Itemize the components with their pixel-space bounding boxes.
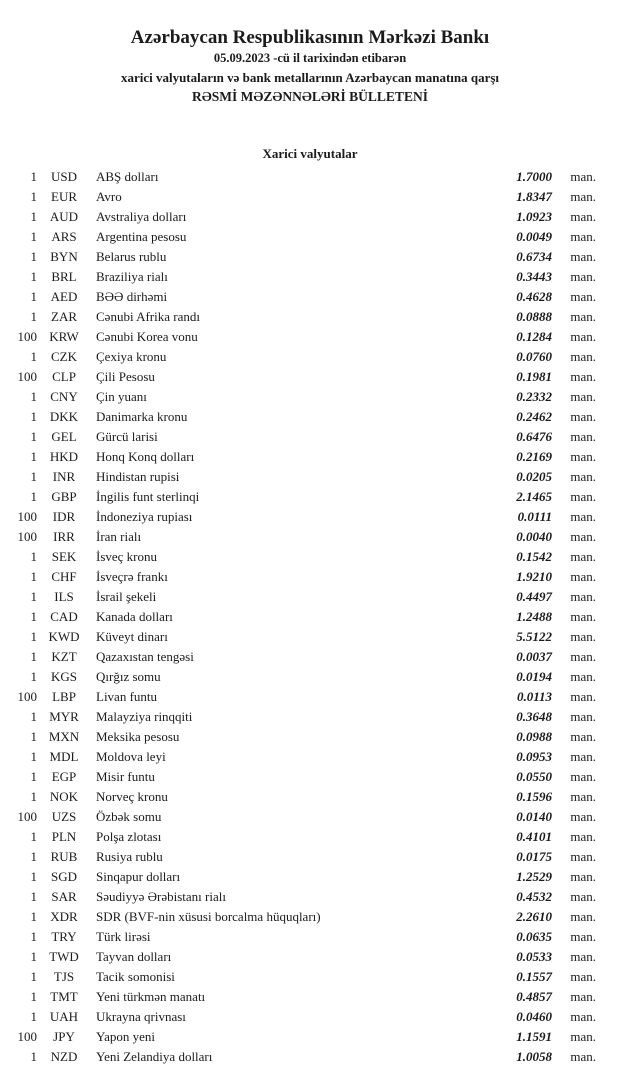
rate-value-cell: 0.0111 (517, 509, 552, 524)
currency-name-cell: İran rialı (96, 529, 142, 544)
rate-value-cell: 0.1542 (516, 549, 552, 564)
currency-name-cell: Tacik somonisi (96, 969, 175, 984)
quantity-cell: 1 (30, 669, 37, 684)
currency-code-cell: NZD (50, 1049, 78, 1064)
table-row (0, 527, 596, 547)
rate-value-cell: 0.0040 (516, 529, 552, 544)
table-row (0, 847, 596, 867)
currency-name-cell: Yapon yeni (96, 1029, 155, 1044)
rate-value-cell: 0.0550 (516, 769, 552, 784)
unit-label-cell: man. (570, 769, 596, 784)
unit-label-cell: man. (570, 709, 596, 724)
currency-code-cell: AED (50, 289, 78, 304)
currency-code-cell: IDR (52, 509, 76, 524)
unit-label-cell: man. (570, 989, 596, 1004)
table-row (0, 947, 596, 967)
quantity-cell: 1 (30, 949, 37, 964)
rate-value-cell: 0.0140 (516, 809, 552, 824)
rate-value-cell: 0.0194 (516, 669, 552, 684)
currency-name-cell: Çili Pesosu (96, 369, 155, 384)
currency-code-cell: INR (52, 469, 76, 484)
rate-value-cell: 0.0953 (516, 749, 552, 764)
quantity-cell: 1 (30, 869, 37, 884)
unit-label-cell: man. (570, 949, 596, 964)
unit-label-cell: man. (570, 509, 596, 524)
currency-name-cell: Ukrayna qrivnası (96, 1009, 186, 1024)
rate-value-cell: 0.0460 (516, 1009, 552, 1024)
quantity-cell: 100 (17, 689, 37, 704)
currency-code-cell: AUD (49, 209, 79, 224)
currency-code-cell: EGP (51, 769, 77, 784)
rate-value-cell: 0.4497 (516, 589, 552, 604)
table-row (0, 1047, 596, 1067)
quantity-cell: 1 (30, 729, 37, 744)
currency-code-cell: MXN (48, 729, 80, 744)
unit-label-cell: man. (570, 809, 596, 824)
currency-code-cell: CZK (51, 349, 77, 364)
rate-value-cell: 1.7000 (516, 169, 552, 184)
table-row (0, 667, 596, 687)
rate-value-cell: 1.9210 (516, 569, 552, 584)
currency-code-cell: TMT (50, 989, 78, 1004)
currency-name-cell: Cənubi Afrika randı (96, 309, 200, 324)
quantity-cell: 100 (17, 529, 37, 544)
currency-name-cell: Malayziya rinqqiti (96, 709, 193, 724)
currency-code-cell: SAR (51, 889, 77, 904)
currency-name-cell: Danimarka kronu (96, 409, 188, 424)
rate-value-cell: 0.0113 (516, 689, 552, 704)
currency-name-cell: Cənubi Korea vonu (96, 329, 198, 344)
currency-code-cell: CLP (52, 369, 76, 384)
quantity-cell: 1 (30, 909, 37, 924)
table-row (0, 807, 596, 827)
currency-name-cell: Misir funtu (96, 769, 155, 784)
rate-value-cell: 1.0923 (516, 209, 552, 224)
currency-code-cell: LBP (52, 689, 76, 704)
unit-label-cell: man. (570, 469, 596, 484)
quantity-cell: 1 (30, 829, 37, 844)
currency-name-cell: Meksika pesosu (96, 729, 180, 744)
rate-value-cell: 5.5122 (516, 629, 552, 644)
unit-label-cell: man. (570, 529, 596, 544)
rate-value-cell: 0.2169 (516, 449, 552, 464)
currency-code-cell: CAD (50, 609, 78, 624)
currency-code-cell: TJS (53, 969, 75, 984)
currency-code-cell: ARS (51, 229, 77, 244)
table-row (0, 587, 596, 607)
currency-code-cell: KZT (51, 649, 77, 664)
table-row (0, 727, 596, 747)
unit-label-cell: man. (570, 289, 596, 304)
unit-label-cell: man. (570, 229, 596, 244)
bank-name-title: Azərbaycan Respublikasının Mərkəzi Bankı (130, 27, 490, 48)
unit-label-cell: man. (570, 569, 596, 584)
currency-name-cell: Kanada dolları (96, 609, 173, 624)
currency-name-cell: Moldova leyi (96, 749, 166, 764)
currency-name-cell: Türk lirəsi (96, 929, 151, 944)
rate-value-cell: 0.0988 (516, 729, 552, 744)
unit-label-cell: man. (570, 549, 596, 564)
unit-label-cell: man. (570, 649, 596, 664)
currency-code-cell: TRY (51, 929, 77, 944)
currency-name-cell: Qırğız somu (96, 669, 161, 684)
rate-value-cell: 0.6734 (516, 249, 552, 264)
rate-value-cell: 1.2529 (516, 869, 552, 884)
unit-label-cell: man. (570, 389, 596, 404)
rate-value-cell: 0.0635 (516, 929, 552, 944)
currency-code-cell: UZS (51, 809, 77, 824)
table-row (0, 767, 596, 787)
currency-code-cell: EUR (51, 189, 77, 204)
table-row (0, 607, 596, 627)
quantity-cell: 1 (30, 389, 37, 404)
rate-value-cell: 1.2488 (516, 609, 552, 624)
quantity-cell: 100 (17, 509, 37, 524)
rate-value-cell: 0.1596 (516, 789, 552, 804)
unit-label-cell: man. (570, 789, 596, 804)
unit-label-cell: man. (570, 189, 596, 204)
unit-label-cell: man. (570, 249, 596, 264)
currency-code-cell: RUB (50, 849, 78, 864)
rate-value-cell: 0.4532 (516, 889, 552, 904)
table-row (0, 347, 596, 367)
unit-label-cell: man. (570, 309, 596, 324)
currency-name-cell: ABŞ dolları (96, 169, 159, 184)
subtitle-line: xarici valyutaların və bank metallarının Azərbaycan manatına qarşı (120, 70, 500, 85)
effective-date-line: 05.09.2023 -cü il tarixindən etibarən (213, 51, 407, 65)
unit-label-cell: man. (570, 589, 596, 604)
unit-label-cell: man. (570, 409, 596, 424)
rate-value-cell: 0.2332 (516, 389, 552, 404)
quantity-cell: 1 (30, 649, 37, 664)
unit-label-cell: man. (570, 749, 596, 764)
currency-name-cell: Belarus rublu (96, 249, 167, 264)
quantity-cell: 1 (30, 1049, 37, 1064)
quantity-cell: 100 (17, 1029, 37, 1044)
table-row (0, 827, 596, 847)
quantity-cell: 1 (30, 1009, 37, 1024)
rate-value-cell: 1.1591 (516, 1029, 552, 1044)
currency-code-cell: PLN (51, 829, 77, 844)
currency-name-cell: Səudiyyə Ərəbistanı rialı (96, 889, 226, 904)
quantity-cell: 1 (30, 549, 37, 564)
quantity-cell: 1 (30, 609, 37, 624)
currency-name-cell: Braziliya rialı (96, 269, 168, 284)
table-row (0, 187, 596, 207)
currency-name-cell: İsveçrə frankı (96, 569, 168, 584)
currency-code-cell: ILS (54, 589, 74, 604)
unit-label-cell: man. (570, 329, 596, 344)
currency-name-cell: Sinqapur dolları (96, 869, 181, 884)
unit-label-cell: man. (570, 209, 596, 224)
quantity-cell: 1 (30, 309, 37, 324)
currency-name-cell: Avstraliya dolları (96, 209, 187, 224)
table-row (0, 247, 596, 267)
table-row (0, 887, 596, 907)
currency-name-cell: İndoneziya rupiası (96, 509, 193, 524)
table-row (0, 927, 596, 947)
currency-name-cell: Yeni Zelandiya dolları (96, 1049, 213, 1064)
rate-value-cell: 1.0058 (516, 1049, 552, 1064)
currency-name-cell: Gürcü larisi (96, 429, 158, 444)
table-row (0, 647, 596, 667)
quantity-cell: 1 (30, 629, 37, 644)
unit-label-cell: man. (570, 969, 596, 984)
currency-name-cell: İngilis funt sterlinqi (96, 489, 200, 504)
unit-label-cell: man. (570, 849, 596, 864)
currency-code-cell: KWD (48, 629, 80, 644)
rate-value-cell: 2.1465 (516, 489, 552, 504)
table-row (0, 1027, 596, 1047)
currency-code-cell: TWD (49, 949, 79, 964)
currency-code-cell: JPY (53, 1029, 75, 1044)
table-row (0, 867, 596, 887)
rate-value-cell: 0.0175 (516, 849, 552, 864)
rate-value-cell: 1.8347 (516, 189, 552, 204)
unit-label-cell: man. (570, 169, 596, 184)
currency-name-cell: Argentina pesosu (96, 229, 187, 244)
rate-value-cell: 0.3443 (516, 269, 552, 284)
unit-label-cell: man. (570, 669, 596, 684)
currency-code-cell: IRR (53, 529, 75, 544)
section-title-foreign-currencies: Xarici valyutalar (262, 146, 358, 161)
unit-label-cell: man. (570, 349, 596, 364)
table-row (0, 367, 596, 387)
quantity-cell: 1 (30, 889, 37, 904)
currency-code-cell: BRL (51, 269, 77, 284)
quantity-cell: 1 (30, 449, 37, 464)
quantity-cell: 1 (30, 709, 37, 724)
quantity-cell: 1 (30, 849, 37, 864)
quantity-cell: 1 (30, 189, 37, 204)
currency-name-cell: Küveyt dinarı (96, 629, 168, 644)
unit-label-cell: man. (570, 889, 596, 904)
currency-name-cell: SDR (BVF-nin xüsusi borcalma hüquqları) (96, 909, 321, 924)
rate-value-cell: 0.0037 (516, 649, 552, 664)
table-row (0, 627, 596, 647)
currency-name-cell: Tayvan dolları (96, 949, 172, 964)
table-row (0, 167, 596, 187)
table-row (0, 227, 596, 247)
bulletin-header (0, 27, 620, 107)
table-row (0, 547, 596, 567)
currency-code-cell: HKD (49, 449, 79, 464)
table-row (0, 407, 596, 427)
table-row (0, 487, 596, 507)
table-row (0, 1007, 596, 1027)
unit-label-cell: man. (570, 829, 596, 844)
quantity-cell: 1 (30, 409, 37, 424)
currency-code-cell: MDL (49, 749, 79, 764)
currency-code-cell: GBP (51, 489, 77, 504)
currency-code-cell: MYR (49, 709, 79, 724)
table-row (0, 427, 596, 447)
currency-code-cell: ZAR (51, 309, 77, 324)
currency-code-cell: GEL (51, 429, 77, 444)
quantity-cell: 1 (30, 469, 37, 484)
quantity-cell: 1 (30, 749, 37, 764)
unit-label-cell: man. (570, 449, 596, 464)
currency-name-cell: Livan funtu (96, 689, 158, 704)
table-row (0, 747, 596, 767)
table-row (0, 207, 596, 227)
rate-value-cell: 0.3648 (516, 709, 552, 724)
unit-label-cell: man. (570, 629, 596, 644)
bulletin-title: RƏSMİ MƏZƏNNƏLƏRİ BÜLLETENİ (192, 89, 428, 104)
currency-code-cell: UAH (49, 1009, 79, 1024)
rate-value-cell: 2.2610 (516, 909, 552, 924)
currency-code-cell: BYN (50, 249, 78, 264)
table-row (0, 787, 596, 807)
quantity-cell: 1 (30, 209, 37, 224)
table-row (0, 707, 596, 727)
unit-label-cell: man. (570, 609, 596, 624)
currency-name-cell: Honq Konq dolları (96, 449, 195, 464)
currency-name-cell: İsrail şekeli (96, 589, 157, 604)
currency-code-cell: KGS (50, 669, 77, 684)
quantity-cell: 1 (30, 789, 37, 804)
currency-code-cell: SEK (51, 549, 77, 564)
currency-code-cell: SGD (50, 869, 77, 884)
unit-label-cell: man. (570, 869, 596, 884)
rate-value-cell: 0.1284 (516, 329, 552, 344)
rate-value-cell: 0.0049 (516, 229, 552, 244)
currency-name-cell: Özbək somu (96, 809, 162, 824)
quantity-cell: 100 (17, 809, 37, 824)
table-row (0, 567, 596, 587)
currency-code-cell: XDR (50, 909, 78, 924)
currency-name-cell: Rusiya rublu (96, 849, 163, 864)
unit-label-cell: man. (570, 689, 596, 704)
quantity-cell: 1 (30, 489, 37, 504)
table-row (0, 967, 596, 987)
unit-label-cell: man. (570, 369, 596, 384)
currency-code-cell: KRW (49, 329, 79, 344)
currency-name-cell: Yeni türkmən manatı (96, 989, 206, 1004)
quantity-cell: 1 (30, 969, 37, 984)
rates-table (0, 167, 596, 1067)
unit-label-cell: man. (570, 929, 596, 944)
quantity-cell: 1 (30, 269, 37, 284)
quantity-cell: 1 (30, 589, 37, 604)
quantity-cell: 1 (30, 169, 37, 184)
table-row (0, 287, 596, 307)
quantity-cell: 100 (17, 369, 37, 384)
table-row (0, 267, 596, 287)
currency-name-cell: Qazaxıstan tengəsi (96, 649, 194, 664)
currency-code-cell: USD (50, 169, 77, 184)
quantity-cell: 1 (30, 349, 37, 364)
quantity-cell: 1 (30, 289, 37, 304)
table-row (0, 447, 596, 467)
currency-name-cell: İsveç kronu (96, 549, 158, 564)
rate-value-cell: 0.6476 (516, 429, 552, 444)
currency-name-cell: Çexiya kronu (96, 349, 167, 364)
quantity-cell: 1 (30, 229, 37, 244)
table-row (0, 987, 596, 1007)
quantity-cell: 1 (30, 569, 37, 584)
table-row (0, 907, 596, 927)
currency-name-cell: Norveç kronu (96, 789, 168, 804)
unit-label-cell: man. (570, 269, 596, 284)
currency-code-cell: CHF (51, 569, 77, 584)
table-row (0, 507, 596, 527)
rate-value-cell: 0.4101 (516, 829, 552, 844)
rate-value-cell: 0.4857 (516, 989, 552, 1004)
rate-value-cell: 0.4628 (516, 289, 552, 304)
unit-label-cell: man. (570, 1029, 596, 1044)
unit-label-cell: man. (570, 429, 596, 444)
table-row (0, 467, 596, 487)
table-row (0, 307, 596, 327)
currency-name-cell: BƏƏ dirhəmi (96, 289, 168, 304)
table-row (0, 387, 596, 407)
quantity-cell: 1 (30, 929, 37, 944)
currency-name-cell: Çin yuanı (96, 389, 147, 404)
unit-label-cell: man. (570, 729, 596, 744)
currency-name-cell: Polşa zlotası (96, 829, 162, 844)
rate-value-cell: 0.2462 (516, 409, 552, 424)
currency-code-cell: NOK (49, 789, 79, 804)
rate-value-cell: 0.1557 (516, 969, 552, 984)
unit-label-cell: man. (570, 1049, 596, 1064)
quantity-cell: 1 (30, 989, 37, 1004)
quantity-cell: 1 (30, 249, 37, 264)
rate-value-cell: 0.0760 (516, 349, 552, 364)
currency-code-cell: DKK (49, 409, 79, 424)
rate-value-cell: 0.0533 (516, 949, 552, 964)
currency-name-cell: Hindistan rupisi (96, 469, 180, 484)
rate-value-cell: 0.1981 (516, 369, 552, 384)
currency-name-cell: Avro (96, 189, 122, 204)
table-row (0, 687, 596, 707)
quantity-cell: 1 (30, 429, 37, 444)
rate-value-cell: 0.0888 (516, 309, 552, 324)
rate-value-cell: 0.0205 (516, 469, 552, 484)
table-row (0, 327, 596, 347)
quantity-cell: 1 (30, 769, 37, 784)
currency-code-cell: CNY (50, 389, 78, 404)
unit-label-cell: man. (570, 489, 596, 504)
unit-label-cell: man. (570, 909, 596, 924)
quantity-cell: 100 (17, 329, 37, 344)
unit-label-cell: man. (570, 1009, 596, 1024)
